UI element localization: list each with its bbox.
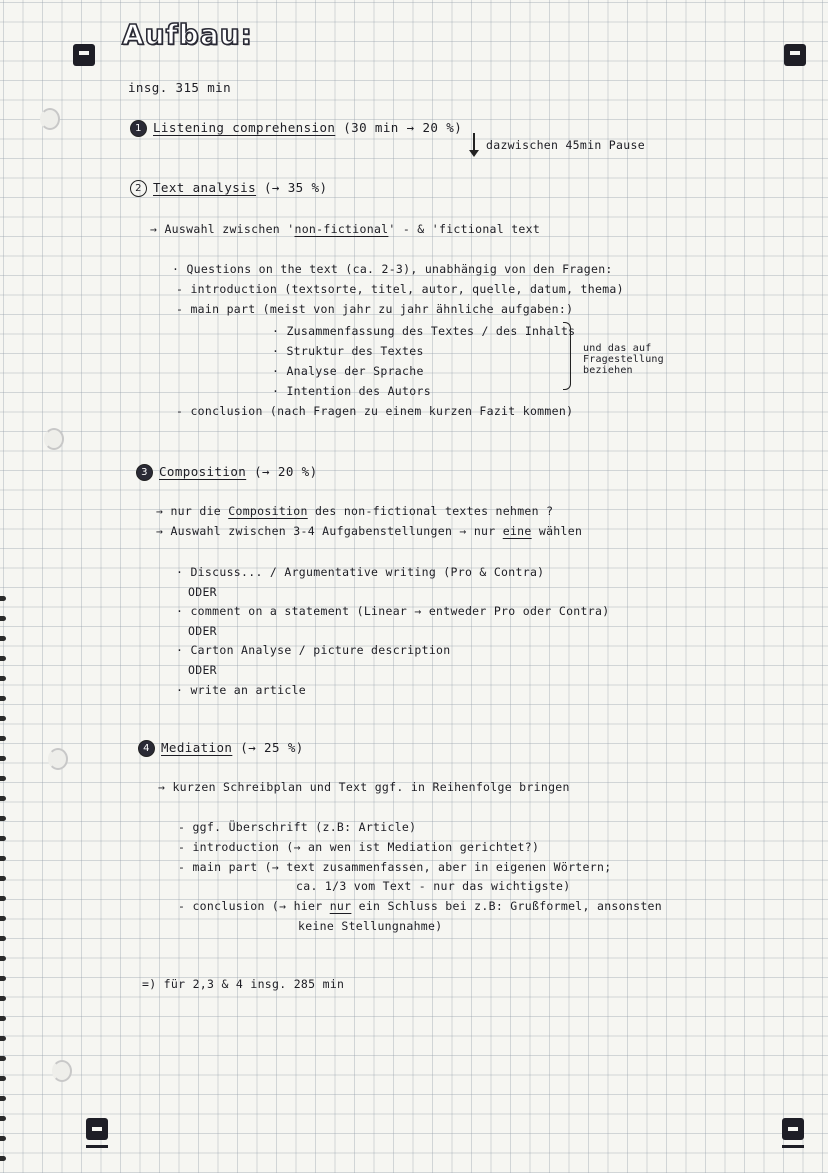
composition-line-1: → nur die Composition des non-fictional textes nehmen ? bbox=[156, 504, 554, 518]
intro-line: - introduction (textsorte, titel, autor, quelle, datum, thema) bbox=[176, 282, 624, 296]
corner-marker-icon bbox=[784, 44, 806, 66]
total-time: insg. 315 min bbox=[128, 80, 232, 95]
pause-note: dazwischen 45min Pause bbox=[486, 138, 645, 152]
section-title: Text analysis bbox=[153, 180, 257, 195]
section-title: Composition bbox=[159, 464, 247, 479]
option-discuss: · Discuss... / Argumentative writing (Pro & Contra) bbox=[176, 565, 545, 579]
corner-marker-icon bbox=[73, 44, 95, 66]
mediation-heading-line: - ggf. Überschrift (z.B: Article) bbox=[178, 820, 417, 834]
section-title: Listening comprehension bbox=[153, 120, 336, 135]
section-mediation bbox=[138, 740, 304, 757]
mediation-main-line: - main part (→ text zusammenfassen, aber in eigenen Wörtern; bbox=[178, 860, 612, 874]
section-number-icon: 2 bbox=[130, 180, 147, 197]
list-item: · Zusammenfassung des Textes / des Inhalts bbox=[272, 324, 576, 338]
section-text-analysis bbox=[130, 180, 327, 197]
punch-hole bbox=[52, 1060, 72, 1082]
page-title: Aufbau: bbox=[122, 18, 253, 51]
mediation-main-line-2: ca. 1/3 vom Text - nur das wichtigste) bbox=[296, 879, 571, 893]
section-title: Mediation bbox=[161, 740, 233, 755]
brace-icon bbox=[563, 322, 571, 390]
section-detail: (30 min → 20 %) bbox=[343, 120, 463, 135]
corner-marker-icon bbox=[86, 1145, 108, 1148]
option-article: · write an article bbox=[176, 683, 307, 697]
main-part-line: - main part (meist von jahr zu jahr ähnliche aufgaben:) bbox=[176, 302, 574, 316]
conclusion-line: - conclusion (nach Fragen zu einem kurzen Fazit kommen) bbox=[176, 404, 574, 418]
mediation-conclusion-line-2: keine Stellungnahme) bbox=[298, 919, 443, 933]
option-comment: · comment on a statement (Linear → entweder Pro oder Contra) bbox=[176, 604, 610, 618]
questions-line: · Questions on the text (ca. 2-3), unabhängig von den Fragen: bbox=[172, 262, 613, 276]
composition-line-2: → Auswahl zwischen 3-4 Aufgabenstellungen → nur eine wählen bbox=[156, 524, 583, 538]
mediation-intro-line: - introduction (→ an wen ist Mediation gerichtet?) bbox=[178, 840, 540, 854]
text-choice-line: → Auswahl zwischen 'non-fictional' - & 'fictional text bbox=[150, 222, 541, 236]
brace-note: und das auf Fragestellung beziehen bbox=[583, 343, 664, 376]
section-number-icon: 3 bbox=[136, 464, 153, 481]
list-item: · Analyse der Sprache bbox=[272, 364, 424, 378]
punch-hole bbox=[40, 108, 60, 130]
mediation-line-1: → kurzen Schreibplan und Text ggf. in Reihenfolge bringen bbox=[158, 780, 570, 794]
section-detail: (→ 35 %) bbox=[263, 180, 328, 195]
option-cartoon: · Carton Analyse / picture description bbox=[176, 643, 451, 657]
oder-label: ODER bbox=[188, 624, 217, 638]
section-number-icon: 1 bbox=[130, 120, 147, 137]
punch-hole bbox=[48, 748, 68, 770]
arrow-down-icon bbox=[473, 133, 475, 155]
section-detail: (→ 20 %) bbox=[254, 464, 318, 479]
corner-marker-icon bbox=[782, 1145, 804, 1148]
oder-label: ODER bbox=[188, 585, 217, 599]
corner-marker-icon bbox=[86, 1118, 108, 1140]
oder-label: ODER bbox=[188, 663, 217, 677]
list-item: · Struktur des Textes bbox=[272, 344, 424, 358]
list-item: · Intention des Autors bbox=[272, 384, 431, 398]
mediation-conclusion-line: - conclusion (→ hier nur ein Schluss bei z.B: Grußformel, ansonsten bbox=[178, 899, 662, 913]
section-listening bbox=[130, 120, 462, 137]
section-composition bbox=[136, 464, 318, 481]
summary-line: =) für 2,3 & 4 insg. 285 min bbox=[142, 977, 345, 991]
punch-hole bbox=[44, 428, 64, 450]
section-number-icon: 4 bbox=[138, 740, 155, 757]
section-detail: (→ 25 %) bbox=[240, 740, 304, 755]
corner-marker-icon bbox=[782, 1118, 804, 1140]
